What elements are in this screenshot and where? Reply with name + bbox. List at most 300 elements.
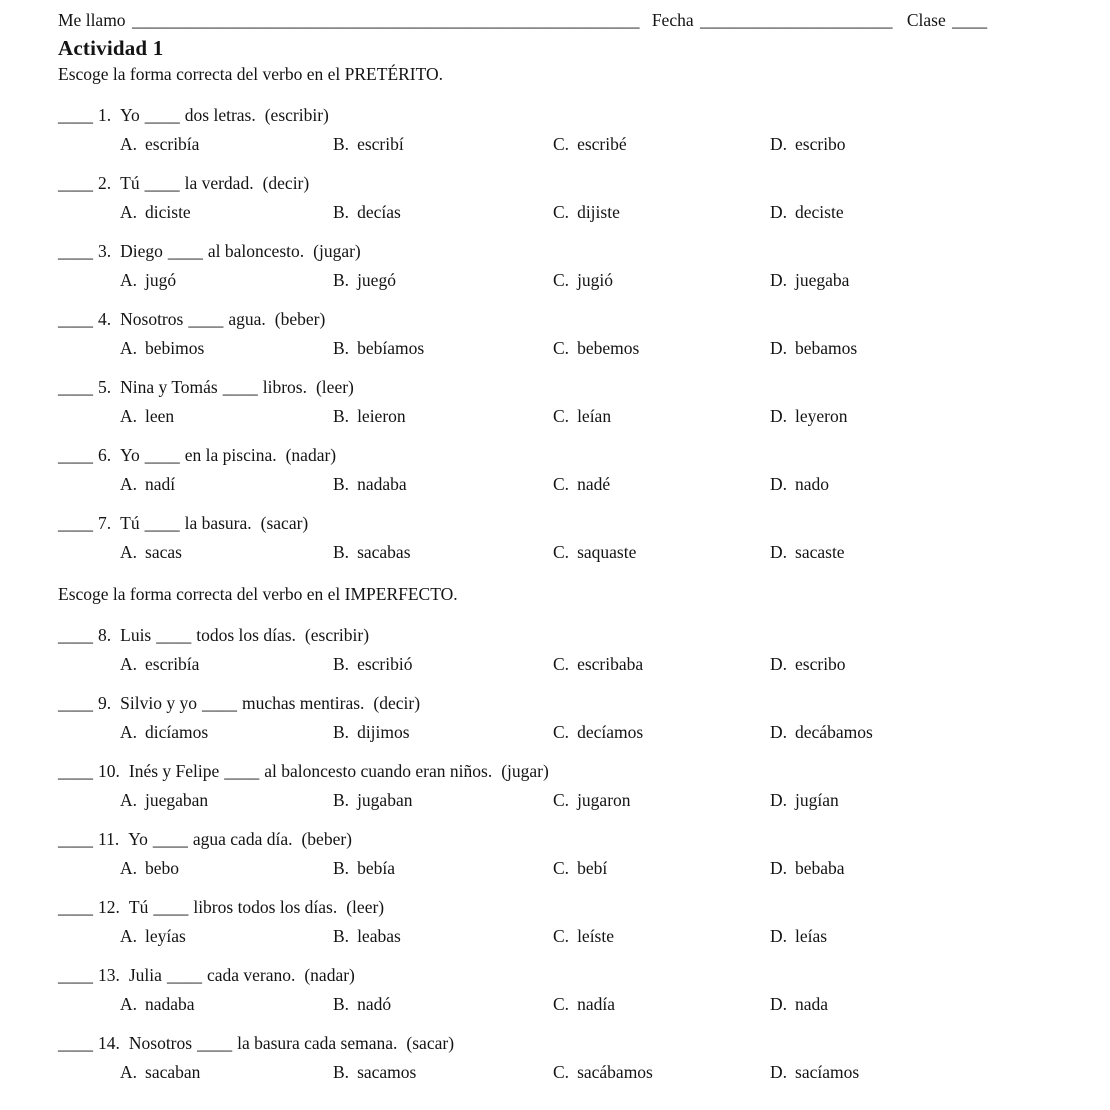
option-c	[553, 538, 770, 567]
question-line	[58, 893, 1074, 922]
answer-blank[interactable]: ____	[58, 829, 93, 849]
question-block	[58, 509, 1074, 567]
option-letter: B.	[333, 406, 350, 426]
option-b	[333, 1058, 553, 1087]
question-subject: Yo	[120, 105, 140, 125]
question-subject: Nina y Tomás	[120, 377, 218, 397]
inline-blank[interactable]: ____	[156, 625, 192, 645]
option-text: bebíamos	[357, 338, 425, 358]
date-label: Fecha	[651, 10, 694, 30]
option-a	[120, 130, 333, 159]
name-label: Me llamo	[58, 10, 126, 30]
option-letter: B.	[333, 994, 350, 1014]
options-row	[58, 266, 1074, 295]
question-number: 9.	[98, 693, 112, 713]
option-text: bebemos	[577, 338, 640, 358]
option-letter: A.	[120, 858, 138, 878]
question-number: 7.	[98, 513, 112, 533]
question-verb-hint: (decir)	[262, 173, 310, 193]
option-letter: C.	[553, 926, 570, 946]
option-d	[770, 718, 1074, 747]
option-letter: C.	[553, 202, 570, 222]
option-a	[120, 854, 333, 883]
option-c	[553, 990, 770, 1019]
option-letter: B.	[333, 790, 350, 810]
option-text: sacíamos	[795, 1062, 860, 1082]
option-c	[553, 198, 770, 227]
question-verb-hint: (jugar)	[313, 241, 361, 261]
section-instruction: Escoge la forma correcta del verbo en el PRETÉRITO.	[58, 64, 444, 84]
option-letter: D.	[770, 654, 788, 674]
question-verb-hint: (beber)	[301, 829, 352, 849]
answer-blank[interactable]: ____	[58, 309, 93, 329]
question-block	[58, 1029, 1074, 1087]
sections-container	[58, 62, 1074, 1087]
question-line	[58, 237, 1074, 266]
question-predicate: al baloncesto cuando eran niños.	[264, 761, 493, 781]
options-row	[58, 130, 1074, 159]
options-row	[58, 786, 1074, 815]
option-b	[333, 538, 553, 567]
option-d	[770, 266, 1074, 295]
question-number: 14.	[98, 1033, 120, 1053]
question-number: 8.	[98, 625, 112, 645]
options-row	[58, 854, 1074, 883]
option-text: leyías	[145, 926, 186, 946]
question-number: 1.	[98, 105, 112, 125]
question-verb-hint: (beber)	[274, 309, 326, 329]
inline-blank[interactable]: ____	[224, 761, 260, 781]
question-block	[58, 689, 1074, 747]
option-text: jugó	[145, 270, 177, 290]
option-b	[333, 922, 553, 951]
question-line	[58, 961, 1074, 990]
option-text: decábamos	[795, 722, 873, 742]
options-row	[58, 334, 1074, 363]
option-letter: C.	[553, 858, 570, 878]
option-letter: B.	[333, 270, 350, 290]
option-text: dijimos	[357, 722, 410, 742]
option-text: jugían	[795, 790, 839, 810]
option-a	[120, 266, 333, 295]
answer-blank[interactable]: ____	[58, 445, 93, 465]
options-row	[58, 470, 1074, 499]
option-letter: C.	[553, 722, 570, 742]
option-text: nadé	[577, 474, 611, 494]
option-text: escribo	[795, 654, 846, 674]
option-d	[770, 1058, 1074, 1087]
answer-blank[interactable]: ____	[58, 625, 93, 645]
question-block	[58, 101, 1074, 159]
option-text: nadía	[577, 994, 615, 1014]
option-c	[553, 718, 770, 747]
option-text: escribaba	[577, 654, 644, 674]
option-text: escribía	[145, 134, 200, 154]
option-letter: A.	[120, 1062, 138, 1082]
question-line	[58, 101, 1074, 130]
question-predicate: libros todos los días.	[193, 897, 338, 917]
question-list	[58, 101, 1074, 567]
option-a	[120, 786, 333, 815]
option-text: decías	[357, 202, 401, 222]
option-c	[553, 402, 770, 431]
inline-blank[interactable]: ____	[144, 445, 180, 465]
section-instruction: Escoge la forma correcta del verbo en el IMPERFECTO.	[58, 584, 458, 604]
answer-blank[interactable]: ____	[58, 105, 93, 125]
option-letter: D.	[770, 270, 788, 290]
option-text: escribí	[357, 134, 404, 154]
option-d	[770, 198, 1074, 227]
option-d	[770, 650, 1074, 679]
worksheet-section	[58, 582, 1074, 1087]
option-text: nado	[795, 474, 830, 494]
question-line	[58, 373, 1074, 402]
option-text: leabas	[357, 926, 401, 946]
option-letter: A.	[120, 406, 138, 426]
option-text: sacamos	[357, 1062, 417, 1082]
option-letter: A.	[120, 926, 138, 946]
question-subject: Yo	[120, 445, 140, 465]
question-subject: Diego	[120, 241, 163, 261]
option-text: leían	[577, 406, 612, 426]
option-letter: A.	[120, 994, 138, 1014]
question-predicate: al baloncesto.	[207, 241, 305, 261]
option-letter: C.	[553, 474, 570, 494]
option-b	[333, 402, 553, 431]
inline-blank[interactable]: ____	[152, 829, 188, 849]
question-subject: Tú	[128, 897, 149, 917]
option-letter: C.	[553, 994, 570, 1014]
option-text: juegaban	[145, 790, 209, 810]
answer-blank[interactable]: ____	[58, 173, 93, 193]
option-letter: D.	[770, 926, 788, 946]
option-d	[770, 786, 1074, 815]
answer-blank[interactable]: ____	[58, 1033, 93, 1053]
option-letter: B.	[333, 858, 350, 878]
option-b	[333, 718, 553, 747]
option-letter: D.	[770, 790, 788, 810]
question-predicate: la basura cada semana.	[237, 1033, 398, 1053]
option-letter: D.	[770, 542, 788, 562]
question-verb-hint: (sacar)	[406, 1033, 455, 1053]
option-a	[120, 198, 333, 227]
inline-blank[interactable]: ____	[201, 693, 237, 713]
option-c	[553, 266, 770, 295]
question-number: 4.	[98, 309, 112, 329]
inline-blank[interactable]: ____	[188, 309, 224, 329]
options-row	[58, 538, 1074, 567]
option-letter: B.	[333, 926, 350, 946]
question-line	[58, 757, 1074, 786]
question-predicate: todos los días.	[196, 625, 296, 645]
option-text: bebo	[145, 858, 180, 878]
option-c	[553, 130, 770, 159]
question-line	[58, 689, 1074, 718]
answer-blank[interactable]: ____	[58, 897, 93, 917]
question-verb-hint: (escribir)	[264, 105, 329, 125]
question-block	[58, 893, 1074, 951]
inline-blank[interactable]: ____	[222, 377, 258, 397]
inline-blank[interactable]: ____	[144, 173, 180, 193]
option-text: deciste	[795, 202, 844, 222]
option-letter: C.	[553, 654, 570, 674]
worksheet-section	[58, 62, 1074, 567]
option-text: decíamos	[577, 722, 644, 742]
option-text: escribió	[357, 654, 413, 674]
question-subject: Nosotros	[128, 1033, 193, 1053]
question-number: 6.	[98, 445, 112, 465]
question-predicate: muchas mentiras.	[241, 693, 365, 713]
option-b	[333, 854, 553, 883]
date-blank[interactable]: ______________________	[699, 10, 893, 30]
inline-blank[interactable]: ____	[197, 1033, 233, 1053]
option-letter: D.	[770, 474, 788, 494]
question-block	[58, 237, 1074, 295]
option-letter: B.	[333, 654, 350, 674]
question-number: 3.	[98, 241, 112, 261]
option-letter: A.	[120, 134, 138, 154]
inline-blank[interactable]: ____	[166, 965, 202, 985]
question-block	[58, 305, 1074, 363]
question-subject: Julia	[128, 965, 162, 985]
inline-blank[interactable]: ____	[153, 897, 189, 917]
answer-blank[interactable]: ____	[58, 513, 93, 533]
option-d	[770, 470, 1074, 499]
option-text: leieron	[357, 406, 406, 426]
question-number: 13.	[98, 965, 120, 985]
option-letter: C.	[553, 542, 570, 562]
question-verb-hint: (escribir)	[304, 625, 370, 645]
answer-blank[interactable]: ____	[58, 377, 93, 397]
option-letter: A.	[120, 202, 138, 222]
question-verb-hint: (decir)	[373, 693, 421, 713]
option-d	[770, 922, 1074, 951]
options-row	[58, 718, 1074, 747]
question-number: 10.	[98, 761, 120, 781]
option-a	[120, 990, 333, 1019]
option-text: escribé	[577, 134, 627, 154]
option-text: nada	[795, 994, 829, 1014]
option-letter: A.	[120, 722, 138, 742]
option-letter: C.	[553, 134, 570, 154]
option-b	[333, 334, 553, 363]
option-text: juegaba	[795, 270, 850, 290]
question-line	[58, 305, 1074, 334]
question-predicate: la verdad.	[184, 173, 254, 193]
question-line	[58, 441, 1074, 470]
option-text: jugió	[577, 270, 614, 290]
option-text: leyeron	[795, 406, 848, 426]
option-text: bebimos	[145, 338, 205, 358]
answer-blank[interactable]: ____	[58, 693, 93, 713]
question-line	[58, 169, 1074, 198]
option-text: jugaban	[357, 790, 413, 810]
option-b	[333, 470, 553, 499]
question-block	[58, 169, 1074, 227]
option-d	[770, 334, 1074, 363]
options-row	[58, 922, 1074, 951]
answer-blank[interactable]: ____	[58, 241, 93, 261]
question-block	[58, 825, 1074, 883]
option-letter: B.	[333, 202, 350, 222]
option-text: escribo	[795, 134, 846, 154]
option-b	[333, 130, 553, 159]
option-text: bebía	[357, 858, 395, 878]
option-letter: A.	[120, 542, 138, 562]
question-verb-hint: (leer)	[346, 897, 385, 917]
question-line	[58, 1029, 1074, 1058]
option-c	[553, 786, 770, 815]
option-d	[770, 990, 1074, 1019]
option-b	[333, 786, 553, 815]
question-verb-hint: (jugar)	[501, 761, 549, 781]
option-text: sacabas	[357, 542, 411, 562]
option-text: diciste	[145, 202, 191, 222]
option-text: jugaron	[577, 790, 631, 810]
option-text: sacaban	[145, 1062, 201, 1082]
question-line	[58, 825, 1074, 854]
option-c	[553, 650, 770, 679]
option-text: sacábamos	[577, 1062, 653, 1082]
name-blank[interactable]: __________________________________________________________	[131, 10, 640, 30]
option-letter: D.	[770, 722, 788, 742]
question-number: 5.	[98, 377, 112, 397]
option-text: dicíamos	[145, 722, 209, 742]
question-number: 2.	[98, 173, 112, 193]
option-d	[770, 130, 1074, 159]
question-verb-hint: (nadar)	[304, 965, 355, 985]
question-number: 12.	[98, 897, 120, 917]
option-letter: C.	[553, 790, 570, 810]
option-a	[120, 470, 333, 499]
option-letter: C.	[553, 406, 570, 426]
option-d	[770, 402, 1074, 431]
option-letter: B.	[333, 338, 350, 358]
inline-blank[interactable]: ____	[144, 105, 180, 125]
option-a	[120, 402, 333, 431]
option-text: bebaba	[795, 858, 845, 878]
option-a	[120, 718, 333, 747]
option-text: juegó	[357, 270, 396, 290]
option-b	[333, 650, 553, 679]
question-predicate: la basura.	[184, 513, 252, 533]
question-block	[58, 757, 1074, 815]
question-predicate: agua cada día.	[192, 829, 293, 849]
option-letter: C.	[553, 338, 570, 358]
inline-blank[interactable]: ____	[144, 513, 180, 533]
question-block	[58, 373, 1074, 431]
option-a	[120, 922, 333, 951]
option-d	[770, 538, 1074, 567]
option-letter: D.	[770, 406, 788, 426]
question-predicate: libros.	[262, 377, 307, 397]
option-text: sacas	[145, 542, 182, 562]
question-predicate: agua.	[228, 309, 266, 329]
option-letter: D.	[770, 338, 788, 358]
answer-blank[interactable]: ____	[58, 761, 93, 781]
options-row	[58, 650, 1074, 679]
option-a	[120, 1058, 333, 1087]
question-block	[58, 961, 1074, 1019]
question-subject: Tú	[120, 173, 140, 193]
options-row	[58, 198, 1074, 227]
option-letter: B.	[333, 1062, 350, 1082]
question-verb-hint: (leer)	[315, 377, 354, 397]
option-text: nadaba	[145, 994, 195, 1014]
answer-blank[interactable]: ____	[58, 965, 93, 985]
question-verb-hint: (nadar)	[285, 445, 337, 465]
option-letter: A.	[120, 338, 138, 358]
option-letter: D.	[770, 134, 788, 154]
option-letter: B.	[333, 722, 350, 742]
option-c	[553, 334, 770, 363]
question-subject: Luis	[120, 625, 152, 645]
option-text: sacaste	[795, 542, 845, 562]
option-letter: C.	[553, 270, 570, 290]
question-subject: Yo	[128, 829, 148, 849]
option-letter: D.	[770, 202, 788, 222]
inline-blank[interactable]: ____	[167, 241, 203, 261]
option-letter: B.	[333, 134, 350, 154]
option-text: leen	[145, 406, 175, 426]
option-text: dijiste	[577, 202, 620, 222]
option-text: nadí	[145, 474, 176, 494]
options-row	[58, 1058, 1074, 1087]
option-text: leías	[795, 926, 828, 946]
question-predicate: cada verano.	[206, 965, 296, 985]
option-text: bebí	[577, 858, 608, 878]
option-text: saquaste	[577, 542, 637, 562]
option-c	[553, 854, 770, 883]
class-blank[interactable]: ____	[952, 10, 988, 30]
option-letter: D.	[770, 858, 788, 878]
option-d	[770, 854, 1074, 883]
question-subject: Tú	[120, 513, 140, 533]
option-letter: A.	[120, 270, 138, 290]
option-letter: B.	[333, 542, 350, 562]
question-number: 11.	[98, 829, 120, 849]
option-c	[553, 922, 770, 951]
question-predicate: en la piscina.	[184, 445, 277, 465]
option-letter: B.	[333, 474, 350, 494]
option-letter: A.	[120, 474, 138, 494]
question-verb-hint: (sacar)	[260, 513, 309, 533]
option-b	[333, 198, 553, 227]
option-letter: D.	[770, 994, 788, 1014]
option-a	[120, 334, 333, 363]
option-b	[333, 266, 553, 295]
option-text: bebamos	[795, 338, 858, 358]
question-subject: Silvio y yo	[120, 693, 197, 713]
question-list	[58, 621, 1074, 1087]
option-letter: A.	[120, 790, 138, 810]
option-text: nadaba	[357, 474, 407, 494]
page-title: Actividad 1	[58, 36, 164, 60]
option-a	[120, 650, 333, 679]
option-c	[553, 1058, 770, 1087]
question-subject: Inés y Felipe	[128, 761, 220, 781]
option-text: leíste	[577, 926, 614, 946]
name-date-class-header	[58, 8, 1074, 32]
option-text: escribía	[145, 654, 200, 674]
option-b	[333, 990, 553, 1019]
options-row	[58, 990, 1074, 1019]
question-block	[58, 441, 1074, 499]
options-row	[58, 402, 1074, 431]
option-text: nadó	[357, 994, 392, 1014]
question-predicate: dos letras.	[184, 105, 256, 125]
question-line	[58, 621, 1074, 650]
